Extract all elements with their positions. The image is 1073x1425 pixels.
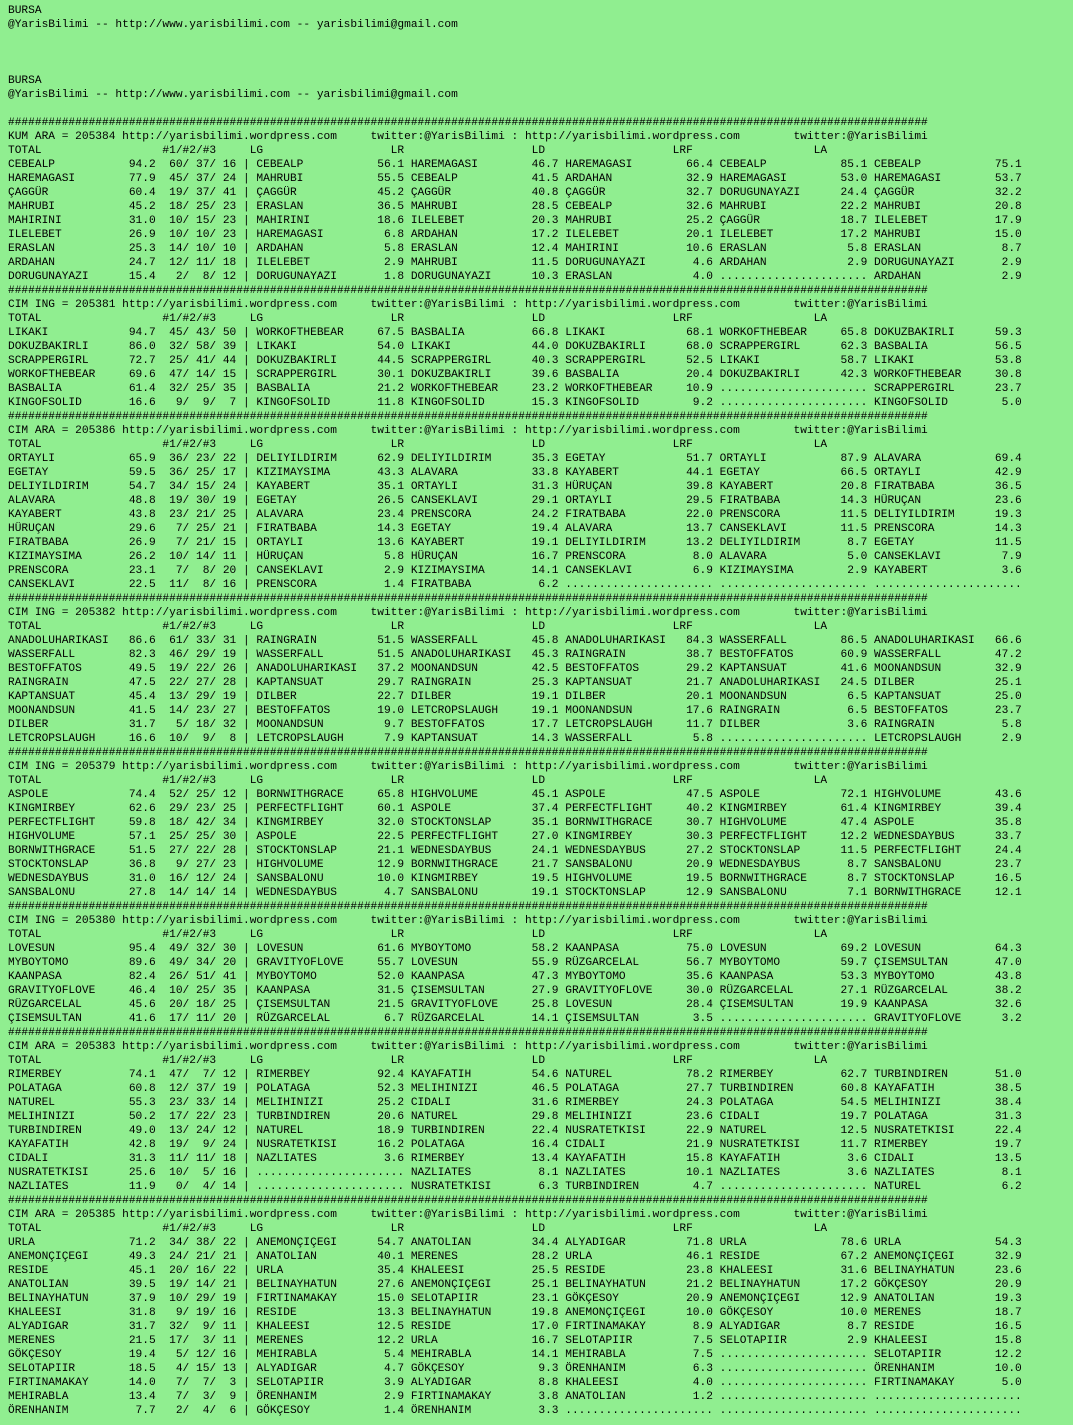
text-line: BURSA [8, 75, 42, 87]
text-line: TOTAL #1/#2/#3 LG LR LD LRF LA [8, 313, 828, 325]
text-line: KAYABERT 43.8 23/ 21/ 25 | ALAVARA 23.4 PRENSCORA 24.2 FIRATBABA 22.0 PRENSCORA 11.5 DELIYILDIRIM 19.3 [8, 509, 1022, 521]
text-line: ANATOLIAN 39.5 19/ 14/ 21 | BELINAYHATUN 27.6 ANEMONÇIÇEGI 25.1 BELINAYHATUN 21.2 BELINAYHATUN 17.2 GÖKÇESOY 20.9 [8, 1279, 1022, 1291]
text-line: WASSERFALL 82.3 46/ 29/ 19 | WASSERFALL 51.5 ANADOLUHARIKASI 45.3 RAINGRAIN 38.7 BESTOFFATOS 60.9 WASSERFALL 47.2 [8, 649, 1022, 661]
text-line: PRENSCORA 23.1 7/ 8/ 20 | CANSEKLAVI 2.9 KIZIMAYSIMA 14.1 CANSEKLAVI 6.9 KIZIMAYSIMA 2.9 KAYABERT 3.6 [8, 565, 1022, 577]
text-line: KHALEESI 31.8 9/ 19/ 16 | RESIDE 13.3 BELINAYHATUN 19.8 ANEMONÇIÇEGI 10.0 GÖKÇESOY 10.0 MERENES 18.7 [8, 1307, 1022, 1319]
text-line: CIM ING = 205380 http://yarisbilimi.wordpress.com twitter:@YarisBilimi : http://yarisbilimi.wordpress.com twitter:@YarisBilimi [8, 915, 928, 927]
text-line: @YarisBilimi -- http://www.yarisbilimi.com -- yarisbilimi@gmail.com [8, 89, 458, 101]
text-line: RIMERBEY 74.1 47/ 7/ 12 | RIMERBEY 92.4 KAYAFATIH 54.6 NATUREL 78.2 RIMERBEY 62.7 TURBINDIREN 51.0 [8, 1069, 1022, 1081]
text-line: ######################################################################################################################################### [8, 285, 928, 297]
text-line: LIKAKI 94.7 45/ 43/ 50 | WORKOFTHEBEAR 67.5 BASBALIA 66.8 LIKAKI 68.1 WORKOFTHEBEAR 65.8 DOKUZBAKIRLI 59.3 [8, 327, 1022, 339]
text-line: SELOTAPIIR 18.5 4/ 15/ 13 | ALYADIGAR 4.7 GÖKÇESOY 9.3 ÖRENHANIM 6.3 ...................... ÖRENHANIM 10.0 [8, 1363, 1022, 1375]
text-line: CIM ING = 205381 http://yarisbilimi.wordpress.com twitter:@YarisBilimi : http://yarisbilimi.wordpress.com twitter:@YarisBilimi [8, 299, 928, 311]
text-line: ######################################################################################################################################### [8, 1195, 928, 1207]
text-line: ARDAHAN 24.7 12/ 11/ 18 | ILELEBET 2.9 MAHRUBI 11.5 DORUGUNAYAZI 4.6 ARDAHAN 2.9 DORUGUNAYAZI 2.9 [8, 257, 1022, 269]
text-line: MYBOYTOMO 89.6 49/ 34/ 20 | GRAVITYOFLOVE 55.7 LOVESUN 55.9 RÜZGARCELAL 56.7 MYBOYTOMO 59.7 ÇISEMSULTAN 47.0 [8, 957, 1022, 969]
text-line: ######################################################################################################################################### [8, 117, 928, 129]
text-line: GRAVITYOFLOVE 46.4 10/ 25/ 35 | KAANPASA 31.5 ÇISEMSULTAN 27.9 GRAVITYOFLOVE 30.0 RÜZGARCELAL 27.1 RÜZGARCELAL 38.2 [8, 985, 1022, 997]
text-line: MAHIRINI 31.0 10/ 15/ 23 | MAHIRINI 18.6 ILELEBET 20.3 MAHRUBI 25.2 ÇAGGÜR 18.7 ILELEBET 17.9 [8, 215, 1022, 227]
text-line: TOTAL #1/#2/#3 LG LR LD LRF LA [8, 145, 828, 157]
text-line: TOTAL #1/#2/#3 LG LR LD LRF LA [8, 439, 828, 451]
text-line: ALAVARA 48.8 19/ 30/ 19 | EGETAY 26.5 CANSEKLAVI 29.1 ORTAYLI 29.5 FIRATBABA 14.3 HÜRUÇAN 23.6 [8, 495, 1022, 507]
text-line: ASPOLE 74.4 52/ 25/ 12 | BORNWITHGRACE 65.8 HIGHVOLUME 45.1 ASPOLE 47.5 ASPOLE 72.1 HIGHVOLUME 43.6 [8, 789, 1022, 801]
text-line: WORKOFTHEBEAR 69.6 47/ 14/ 15 | SCRAPPERGIRL 30.1 DOKUZBAKIRLI 39.6 BASBALIA 20.4 DOKUZBAKIRLI 42.3 WORKOFTHEBEAR 30.8 [8, 369, 1022, 381]
text-line: URLA 71.2 34/ 38/ 22 | ANEMONÇIÇEGI 54.7 ANATOLIAN 34.4 ALYADIGAR 71.8 URLA 78.6 URLA 54.3 [8, 1237, 1022, 1249]
text-line: PERFECTFLIGHT 59.8 18/ 42/ 34 | KINGMIRBEY 32.0 STOCKTONSLAP 35.1 BORNWITHGRACE 30.7 HIGHVOLUME 47.4 ASPOLE 35.8 [8, 817, 1022, 829]
text-line: GÖKÇESOY 19.4 5/ 12/ 16 | MEHIRABLA 5.4 MEHIRABLA 14.1 MEHIRABLA 7.5 ...................... SELOTAPIIR 12.2 [8, 1349, 1022, 1361]
text-line: ######################################################################################################################################### [8, 747, 928, 759]
text-line: TOTAL #1/#2/#3 LG LR LD LRF LA [8, 621, 828, 633]
text-line: CIDALI 31.3 11/ 11/ 18 | NAZLIATES 3.6 RIMERBEY 13.4 KAYAFATIH 15.8 KAYAFATIH 3.6 CIDALI 13.5 [8, 1153, 1022, 1165]
text-line: CIM ING = 205379 http://yarisbilimi.wordpress.com twitter:@YarisBilimi : http://yarisbilimi.wordpress.com twitter:@YarisBilimi [8, 761, 928, 773]
text-line: NAZLIATES 11.9 0/ 4/ 14 | ...................... NUSRATETKISI 6.3 TURBINDIREN 4.7 ...................... NATUREL 6.2 [8, 1181, 1022, 1193]
text-line: MOONANDSUN 41.5 14/ 23/ 27 | BESTOFFATOS 19.0 LETCROPSLAUGH 19.1 MOONANDSUN 17.6 RAINGRAIN 6.5 BESTOFFATOS 23.7 [8, 705, 1022, 717]
text-line: TOTAL #1/#2/#3 LG LR LD LRF LA [8, 1223, 828, 1235]
text-line: KUM ARA = 205384 http://yarisbilimi.wordpress.com twitter:@YarisBilimi : http://yarisbilimi.wordpress.com twitter:@YarisBilimi [8, 131, 928, 143]
text-line: SCRAPPERGIRL 72.7 25/ 41/ 44 | DOKUZBAKIRLI 44.5 SCRAPPERGIRL 40.3 SCRAPPERGIRL 52.5 LIKAKI 58.7 LIKAKI 53.8 [8, 355, 1022, 367]
text-line: STOCKTONSLAP 36.8 9/ 27/ 23 | HIGHVOLUME 12.9 BORNWITHGRACE 21.7 SANSBALONU 20.9 WEDNESDAYBUS 8.7 SANSBALONU 23.7 [8, 859, 1022, 871]
text-line: EGETAY 59.5 36/ 25/ 17 | KIZIMAYSIMA 43.3 ALAVARA 33.8 KAYABERT 44.1 EGETAY 66.5 ORTAYLI 42.9 [8, 467, 1022, 479]
text-line: BELINAYHATUN 37.9 10/ 29/ 19 | FIRTINAMAKAY 15.0 SELOTAPIIR 23.1 GÖKÇESOY 20.9 ANEMONÇIÇEGI 12.9 ANATOLIAN 19.3 [8, 1293, 1022, 1305]
text-line: TURBINDIREN 49.0 13/ 24/ 12 | NATUREL 18.9 TURBINDIREN 22.4 NUSRATETKISI 22.9 NATUREL 12.5 NUSRATETKISI 22.4 [8, 1125, 1022, 1137]
text-line: LOVESUN 95.4 49/ 32/ 30 | LOVESUN 61.6 MYBOYTOMO 58.2 KAANPASA 75.0 LOVESUN 69.2 LOVESUN 64.3 [8, 943, 1022, 955]
text-line: HIGHVOLUME 57.1 25/ 25/ 30 | ASPOLE 22.5 PERFECTFLIGHT 27.0 KINGMIRBEY 30.3 PERFECTFLIGHT 12.2 WEDNESDAYBUS 33.7 [8, 831, 1022, 843]
text-line: BASBALIA 61.4 32/ 25/ 35 | BASBALIA 21.2 WORKOFTHEBEAR 23.2 WORKOFTHEBEAR 10.9 ...................... SCRAPPERGIRL 23.7 [8, 383, 1022, 395]
text-line: KIZIMAYSIMA 26.2 10/ 14/ 11 | HÜRUÇAN 5.8 HÜRUÇAN 16.7 PRENSCORA 8.0 ALAVARA 5.0 CANSEKLAVI 7.9 [8, 551, 1022, 563]
text-line: MELIHINIZI 50.2 17/ 22/ 23 | TURBINDIREN 20.6 NATUREL 29.8 MELIHINIZI 23.6 CIDALI 19.7 POLATAGA 31.3 [8, 1111, 1022, 1123]
text-line: LETCROPSLAUGH 16.6 10/ 9/ 8 | LETCROPSLAUGH 7.9 KAPTANSUAT 14.3 WASSERFALL 5.8 ...................... LETCROPSLAUGH 2.9 [8, 733, 1022, 745]
text-line: KAANPASA 82.4 26/ 51/ 41 | MYBOYTOMO 52.0 KAANPASA 47.3 MYBOYTOMO 35.6 KAANPASA 53.3 MYBOYTOMO 43.8 [8, 971, 1022, 983]
text-line: RAINGRAIN 47.5 22/ 27/ 28 | KAPTANSUAT 29.7 RAINGRAIN 25.3 KAPTANSUAT 21.7 ANADOLUHARIKASI 24.5 DILBER 25.1 [8, 677, 1022, 689]
text-line: KAYAFATIH 42.8 19/ 9/ 24 | NUSRATETKISI 16.2 POLATAGA 16.4 CIDALI 21.9 NUSRATETKISI 11.7 RIMERBEY 19.7 [8, 1139, 1022, 1151]
text-line: FIRATBABA 26.9 7/ 21/ 15 | ORTAYLI 13.6 KAYABERT 19.1 DELIYILDIRIM 13.2 DELIYILDIRIM 8.7 EGETAY 11.5 [8, 537, 1022, 549]
text-line: CIM ARA = 205385 http://yarisbilimi.wordpress.com twitter:@YarisBilimi : http://yarisbilimi.wordpress.com twitter:@YarisBilimi [8, 1209, 928, 1221]
text-line: WEDNESDAYBUS 31.0 16/ 12/ 24 | SANSBALONU 10.0 KINGMIRBEY 19.5 HIGHVOLUME 19.5 BORNWITHGRACE 8.7 STOCKTONSLAP 16.5 [8, 873, 1022, 885]
text-line: CANSEKLAVI 22.5 11/ 8/ 16 | PRENSCORA 1.4 FIRATBABA 6.2 ...................... ...................... ...................... [8, 579, 1022, 591]
text-line: CIM ING = 205382 http://yarisbilimi.wordpress.com twitter:@YarisBilimi : http://yarisbilimi.wordpress.com twitter:@YarisBilimi [8, 607, 928, 619]
text-line: ######################################################################################################################################### [8, 593, 928, 605]
text-line: DORUGUNAYAZI 15.4 2/ 8/ 12 | DORUGUNAYAZI 1.8 DORUGUNAYAZI 10.3 ERASLAN 4.0 ...................... ARDAHAN 2.9 [8, 271, 1022, 283]
text-line: ÇAGGÜR 60.4 19/ 37/ 41 | ÇAGGÜR 45.2 ÇAGGÜR 40.8 ÇAGGÜR 32.7 DORUGUNAYAZI 24.4 ÇAGGÜR 32.2 [8, 187, 1022, 199]
text-line: DILBER 31.7 5/ 18/ 32 | MOONANDSUN 9.7 BESTOFFATOS 17.7 LETCROPSLAUGH 11.7 DILBER 3.6 RAINGRAIN 5.8 [8, 719, 1022, 731]
text-line: KINGMIRBEY 62.6 29/ 23/ 25 | PERFECTFLIGHT 60.1 ASPOLE 37.4 PERFECTFLIGHT 40.2 KINGMIRBEY 61.4 KINGMIRBEY 39.4 [8, 803, 1022, 815]
text-line: SANSBALONU 27.8 14/ 14/ 14 | WEDNESDAYBUS 4.7 SANSBALONU 19.1 STOCKTONSLAP 12.9 SANSBALONU 7.1 BORNWITHGRACE 12.1 [8, 887, 1022, 899]
text-line: ######################################################################################################################################### [8, 411, 928, 423]
text-line: ILELEBET 26.9 10/ 10/ 23 | HAREMAGASI 6.8 ARDAHAN 17.2 ILELEBET 20.1 ILELEBET 17.2 MAHRUBI 15.0 [8, 229, 1022, 241]
text-line: ÖRENHANIM 7.7 2/ 4/ 6 | GÖKÇESOY 1.4 ÖRENHANIM 3.3 ...................... ...................... ...................... [8, 1405, 1022, 1417]
text-line: KAPTANSUAT 45.4 13/ 29/ 19 | DILBER 22.7 DILBER 19.1 DILBER 20.1 MOONANDSUN 6.5 KAPTANSUAT 25.0 [8, 691, 1022, 703]
text-line: ORTAYLI 65.9 36/ 23/ 22 | DELIYILDIRIM 62.9 DELIYILDIRIM 35.3 EGETAY 51.7 ORTAYLI 87.9 ALAVARA 69.4 [8, 453, 1022, 465]
text-line: DOKUZBAKIRLI 86.0 32/ 58/ 39 | LIKAKI 54.0 LIKAKI 44.0 DOKUZBAKIRLI 68.0 SCRAPPERGIRL 62.3 BASBALIA 56.5 [8, 341, 1022, 353]
text-line: CIM ARA = 205386 http://yarisbilimi.wordpress.com twitter:@YarisBilimi : http://yarisbilimi.wordpress.com twitter:@YarisBilimi [8, 425, 928, 437]
text-line: @YarisBilimi -- http://www.yarisbilimi.com -- yarisbilimi@gmail.com [8, 19, 458, 31]
text-line: CEBEALP 94.2 60/ 37/ 16 | CEBEALP 56.1 HAREMAGASI 46.7 HAREMAGASI 66.4 CEBEALP 85.1 CEBEALP 75.1 [8, 159, 1022, 171]
text-line: TOTAL #1/#2/#3 LG LR LD LRF LA [8, 775, 828, 787]
text-line: BORNWITHGRACE 51.5 27/ 22/ 28 | STOCKTONSLAP 21.1 WEDNESDAYBUS 24.1 WEDNESDAYBUS 27.2 STOCKTONSLAP 11.5 PERFECTFLIGHT 24.4 [8, 845, 1022, 857]
text-line: KINGOFSOLID 16.6 9/ 9/ 7 | KINGOFSOLID 11.8 KINGOFSOLID 15.3 KINGOFSOLID 9.2 ...................... KINGOFSOLID 5.0 [8, 397, 1022, 409]
text-line: CIM ARA = 205383 http://yarisbilimi.wordpress.com twitter:@YarisBilimi : http://yarisbilimi.wordpress.com twitter:@YarisBilimi [8, 1041, 928, 1053]
text-line: NUSRATETKISI 25.6 10/ 5/ 16 | ...................... NAZLIATES 8.1 NAZLIATES 10.1 NAZLIATES 3.6 NAZLIATES 8.1 [8, 1167, 1022, 1179]
text-line: POLATAGA 60.8 12/ 37/ 19 | POLATAGA 52.3 MELIHINIZI 46.5 POLATAGA 27.7 TURBINDIREN 60.8 KAYAFATIH 38.5 [8, 1083, 1022, 1095]
text-line: MEHIRABLA 13.4 7/ 3/ 9 | ÖRENHANIM 2.9 FIRTINAMAKAY 3.8 ANATOLIAN 1.2 ...................... ...................... [8, 1391, 1022, 1403]
text-line: BURSA [8, 5, 42, 17]
text-line: ######################################################################################################################################### [8, 1027, 928, 1039]
text-line: ######################################################################################################################################### [8, 901, 928, 913]
text-line: ÇISEMSULTAN 41.6 17/ 11/ 20 | RÜZGARCELAL 6.7 RÜZGARCELAL 14.1 ÇISEMSULTAN 3.5 ...................... GRAVITYOFLOVE 3.2 [8, 1013, 1022, 1025]
text-line: ANEMONÇIÇEGI 49.3 24/ 21/ 21 | ANATOLIAN 40.1 MERENES 28.2 URLA 46.1 RESIDE 67.2 ANEMONÇIÇEGI 32.9 [8, 1251, 1022, 1263]
text-line: RESIDE 45.1 20/ 16/ 22 | URLA 35.4 KHALEESI 25.5 RESIDE 23.8 KHALEESI 31.6 BELINAYHATUN 23.6 [8, 1265, 1022, 1277]
text-line: DELIYILDIRIM 54.7 34/ 15/ 24 | KAYABERT 35.1 ORTAYLI 31.3 HÜRUÇAN 39.8 KAYABERT 20.8 FIRATBABA 36.5 [8, 481, 1022, 493]
text-line: ALYADIGAR 31.7 32/ 9/ 11 | KHALEESI 12.5 RESIDE 17.0 FIRTINAMAKAY 8.9 ALYADIGAR 8.7 RESIDE 16.5 [8, 1321, 1022, 1333]
text-line: BESTOFFATOS 49.5 19/ 22/ 26 | ANADOLUHARIKASI 37.2 MOONANDSUN 42.5 BESTOFFATOS 29.2 KAPTANSUAT 41.6 MOONANDSUN 32.9 [8, 663, 1022, 675]
text-line: TOTAL #1/#2/#3 LG LR LD LRF LA [8, 1055, 828, 1067]
text-line: MERENES 21.5 17/ 3/ 11 | MERENES 12.2 URLA 16.7 SELOTAPIIR 7.5 SELOTAPIIR 2.9 KHALEESI 15.8 [8, 1335, 1022, 1347]
text-line: HAREMAGASI 77.9 45/ 37/ 24 | MAHRUBI 55.5 CEBEALP 41.5 ARDAHAN 32.9 HAREMAGASI 53.0 HAREMAGASI 53.7 [8, 173, 1022, 185]
text-line: ANADOLUHARIKASI 86.6 61/ 33/ 31 | RAINGRAIN 51.5 WASSERFALL 45.8 ANADOLUHARIKASI 84.3 WASSERFALL 86.5 ANADOLUHARIKASI 66.6 [8, 635, 1022, 647]
text-line: MAHRUBI 45.2 18/ 25/ 23 | ERASLAN 36.5 MAHRUBI 28.5 CEBEALP 32.6 MAHRUBI 22.2 MAHRUBI 20.8 [8, 201, 1022, 213]
text-line: HÜRUÇAN 29.6 7/ 25/ 21 | FIRATBABA 14.3 EGETAY 19.4 ALAVARA 13.7 CANSEKLAVI 11.5 PRENSCORA 14.3 [8, 523, 1022, 535]
text-line: RÜZGARCELAL 45.6 20/ 18/ 25 | ÇISEMSULTAN 21.5 GRAVITYOFLOVE 25.8 LOVESUN 28.4 ÇISEMSULTAN 19.9 KAANPASA 32.6 [8, 999, 1022, 1011]
text-line: ERASLAN 25.3 14/ 10/ 10 | ARDAHAN 5.8 ERASLAN 12.4 MAHIRINI 10.6 ERASLAN 5.8 ERASLAN 8.7 [8, 243, 1022, 255]
text-line: FIRTINAMAKAY 14.0 7/ 7/ 3 | SELOTAPIIR 3.9 ALYADIGAR 8.8 KHALEESI 4.0 ...................... FIRTINAMAKAY 5.0 [8, 1377, 1022, 1389]
text-line: TOTAL #1/#2/#3 LG LR LD LRF LA [8, 929, 828, 941]
text-line: NATUREL 55.3 23/ 33/ 14 | MELIHINIZI 25.2 CIDALI 31.6 RIMERBEY 24.3 POLATAGA 54.5 MELIHINIZI 38.4 [8, 1097, 1022, 1109]
